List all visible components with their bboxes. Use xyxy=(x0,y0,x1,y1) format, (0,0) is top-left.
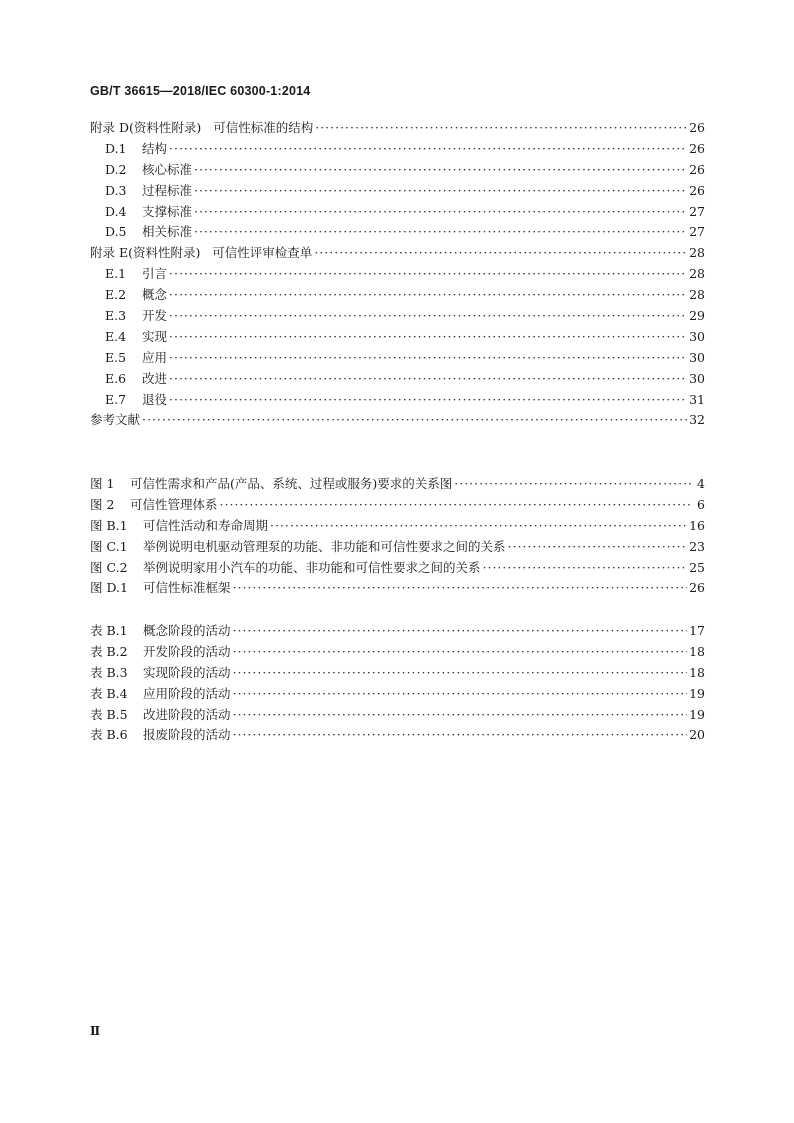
section-title: 相关标准 xyxy=(142,224,193,240)
toc-entry-figure[interactable] xyxy=(90,516,705,537)
toc-entry-e2[interactable] xyxy=(90,285,705,306)
table-title: 概念阶段的活动 xyxy=(143,623,231,638)
dot-leader xyxy=(508,537,688,558)
toc-entry-d1[interactable] xyxy=(90,139,705,160)
section-number: E.5 xyxy=(105,349,127,365)
page-number: 20 xyxy=(689,727,705,743)
toc-entry-e4[interactable] xyxy=(90,327,705,348)
page-number: 28 xyxy=(689,287,705,303)
toc-entry-figure[interactable] xyxy=(90,537,705,558)
figure-number: 图 B.1 xyxy=(90,517,128,533)
figure-title: 可信性标准框架 xyxy=(143,580,231,596)
toc-entry-appendix-d[interactable] xyxy=(90,118,705,139)
dot-leader xyxy=(233,725,688,746)
toc-tables xyxy=(90,621,705,746)
figure-title: 可信性管理体系 xyxy=(130,496,218,512)
section-number: E.4 xyxy=(105,328,127,344)
dot-leader xyxy=(314,243,687,264)
dot-leader xyxy=(233,578,688,599)
page-number: 28 xyxy=(689,245,705,261)
table-number: 表 B.3 xyxy=(90,664,128,680)
section-title: 概念 xyxy=(142,287,168,303)
page-number: 26 xyxy=(689,140,705,156)
page-number: 28 xyxy=(689,266,705,282)
toc-entry-e7[interactable] xyxy=(90,390,705,411)
page-number: 23 xyxy=(689,538,705,554)
section-title: 核心标准 xyxy=(142,161,193,177)
toc-entry-figure[interactable] xyxy=(90,495,705,516)
appendix-type: (资料性附录) xyxy=(129,120,202,135)
section-title: 退役 xyxy=(142,391,168,407)
toc-entry-e3[interactable] xyxy=(90,306,705,327)
toc-entry-table[interactable] xyxy=(90,663,705,684)
figure-number: 图 D.1 xyxy=(90,580,128,596)
dot-leader xyxy=(169,264,687,285)
dot-leader xyxy=(194,181,687,202)
section-title: 实现 xyxy=(142,328,168,344)
page-number: 6 xyxy=(697,496,705,512)
page-number: 30 xyxy=(689,349,705,365)
section-title: 改进 xyxy=(142,370,168,386)
page-number: 31 xyxy=(689,391,705,407)
dot-leader xyxy=(142,410,687,431)
page-number: 19 xyxy=(689,685,705,701)
appendix-prefix: 附录 E xyxy=(90,245,129,261)
references-title: 参考文献 xyxy=(90,412,141,428)
dot-leader xyxy=(169,139,687,160)
toc-appendices xyxy=(90,118,705,431)
page-number: 32 xyxy=(689,412,705,428)
toc-entry-table[interactable] xyxy=(90,725,705,746)
table-number: 表 B.2 xyxy=(90,643,128,659)
table-title: 实现阶段的活动 xyxy=(143,664,231,680)
dot-leader xyxy=(233,684,688,705)
dot-leader xyxy=(233,642,688,663)
dot-leader xyxy=(483,558,688,579)
page-number: 26 xyxy=(689,161,705,177)
dot-leader xyxy=(169,285,687,306)
dot-leader xyxy=(454,474,693,495)
standard-header: GB/T 36615—2018/IEC 60300-1:2014 xyxy=(90,84,311,98)
toc-figures xyxy=(90,474,705,599)
section-number: E.6 xyxy=(105,370,127,386)
section-number: D.5 xyxy=(105,224,127,240)
figure-title: 举例说明电机驱动管理泵的功能、非功能和可信性要求之间的关系 xyxy=(143,538,506,554)
dot-leader xyxy=(220,495,693,516)
figure-number: 图 C.1 xyxy=(90,538,128,554)
page-number: 26 xyxy=(689,580,705,596)
section-number: D.4 xyxy=(105,203,127,219)
page-number: 30 xyxy=(689,370,705,386)
dot-leader xyxy=(169,306,687,327)
dot-leader xyxy=(194,202,687,223)
table-title: 改进阶段的活动 xyxy=(143,706,231,722)
appendix-title: 可信性标准的结构 xyxy=(213,120,314,135)
page-number: 27 xyxy=(689,224,705,240)
dot-leader xyxy=(233,705,688,726)
toc-entry-d3[interactable] xyxy=(90,181,705,202)
dot-leader xyxy=(169,390,687,411)
toc-entry-figure[interactable] xyxy=(90,578,705,599)
table-number: 表 B.4 xyxy=(90,685,128,701)
dot-leader xyxy=(169,327,687,348)
toc-entry-table[interactable] xyxy=(90,642,705,663)
section-number: E.1 xyxy=(105,266,127,282)
page-number: 26 xyxy=(689,120,705,135)
page-number: 17 xyxy=(689,623,705,638)
figure-number: 图 2 xyxy=(90,496,115,512)
toc-entry-table[interactable] xyxy=(90,684,705,705)
section-number: D.1 xyxy=(105,140,127,156)
figure-title: 可信性需求和产品(产品、系统、过程或服务)要求的关系图 xyxy=(130,476,453,491)
page-number: 16 xyxy=(689,517,705,533)
toc-entry-references[interactable] xyxy=(90,410,705,431)
toc-entry-figure[interactable] xyxy=(90,558,705,579)
appendix-type: (资料性附录) xyxy=(128,245,201,261)
section-number: E.7 xyxy=(105,391,127,407)
dot-leader xyxy=(233,621,688,642)
section-number: D.2 xyxy=(105,161,127,177)
toc-entry-figure[interactable] xyxy=(90,474,705,495)
dot-leader xyxy=(169,348,687,369)
table-title: 开发阶段的活动 xyxy=(143,643,231,659)
table-number: 表 B.5 xyxy=(90,706,128,722)
table-number: 表 B.1 xyxy=(90,623,128,638)
page-number: 30 xyxy=(689,328,705,344)
page-number: 19 xyxy=(689,706,705,722)
page-number: 25 xyxy=(689,559,705,575)
table-number: 表 B.6 xyxy=(90,727,128,743)
page-number: 27 xyxy=(689,203,705,219)
dot-leader xyxy=(315,118,687,139)
figure-title: 可信性活动和寿命周期 xyxy=(143,517,269,533)
toc-entry-table[interactable] xyxy=(90,705,705,726)
section-title: 开发 xyxy=(142,308,168,324)
toc-entry-d5[interactable] xyxy=(90,222,705,243)
page-number: 29 xyxy=(689,308,705,324)
page-number: 26 xyxy=(689,182,705,198)
table-title: 报废阶段的活动 xyxy=(143,727,231,743)
toc-entry-appendix-e[interactable] xyxy=(90,243,705,264)
toc-entry-d4[interactable] xyxy=(90,202,705,223)
toc-entry-e6[interactable] xyxy=(90,369,705,390)
toc-entry-d2[interactable] xyxy=(90,160,705,181)
toc-entry-table[interactable] xyxy=(90,621,705,642)
section-title: 应用 xyxy=(142,349,168,365)
appendix-prefix: 附录 D xyxy=(90,120,129,135)
toc-entry-e5[interactable] xyxy=(90,348,705,369)
dot-leader xyxy=(169,369,687,390)
section-title: 引言 xyxy=(142,266,168,282)
dot-leader xyxy=(270,516,687,537)
dot-leader xyxy=(194,160,687,181)
section-number: D.3 xyxy=(105,182,127,198)
page-number: 18 xyxy=(689,664,705,680)
figure-number: 图 C.2 xyxy=(90,559,128,575)
toc-entry-e1[interactable] xyxy=(90,264,705,285)
table-title: 应用阶段的活动 xyxy=(143,685,231,701)
dot-leader xyxy=(233,663,688,684)
section-title: 支撑标准 xyxy=(142,203,193,219)
figure-title: 举例说明家用小汽车的功能、非功能和可信性要求之间的关系 xyxy=(143,559,481,575)
section-title: 过程标准 xyxy=(142,182,193,198)
appendix-title: 可信性评审检查单 xyxy=(212,245,313,261)
section-number: E.3 xyxy=(105,308,127,324)
section-number: E.2 xyxy=(105,287,127,303)
footer-page-number: Ⅱ xyxy=(90,1024,101,1038)
dot-leader xyxy=(194,222,687,243)
figure-number: 图 1 xyxy=(90,476,115,491)
page-number: 18 xyxy=(689,643,705,659)
section-title: 结构 xyxy=(142,140,168,156)
page-number: 4 xyxy=(697,476,705,491)
